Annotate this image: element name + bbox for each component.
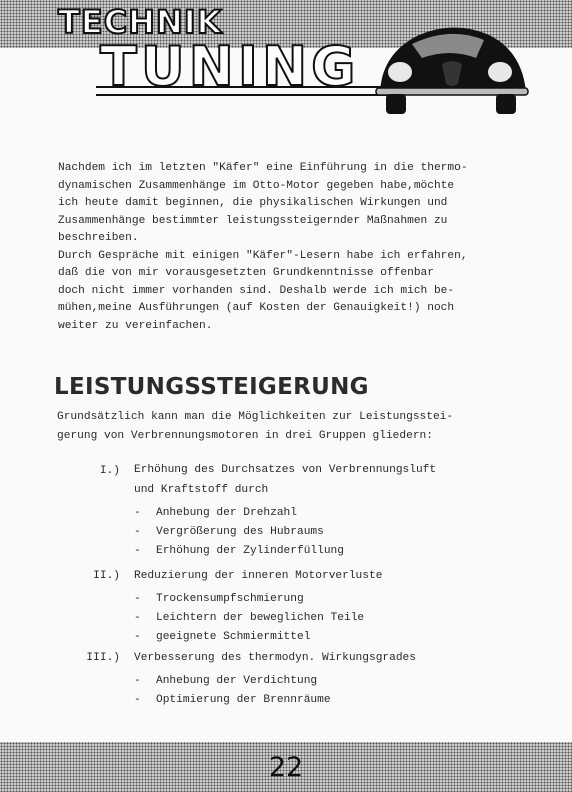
list-item: - Anhebung der Verdichtung [134, 675, 318, 687]
list-item: - Optimierung der Brennräume [134, 694, 331, 706]
list-item: - geeignete Schmiermittel [134, 631, 311, 643]
list-item: - Trockensumpfschmierung [134, 593, 304, 605]
group-number: III.) [86, 652, 120, 664]
section-heading: LEISTUNGSSTEIGERUNG [54, 374, 369, 400]
section-lead: Grundsätzlich kann man die Möglichkeiten zur Leistungsstei- gerung von Verbrennungsmotoren in drei Gruppen gliedern: [57, 411, 454, 442]
group-item-list [134, 504, 344, 561]
logo-tuning: TUNING [100, 35, 360, 98]
intro-paragraph: Nachdem ich im letzten "Käfer" eine Einführung in die thermo- dynamischen Zusammenhänge im Otto-Motor gegeben habe,möchte ich heute damit beginnen, die physikalischen Wirkungen und Zusammenhänge bestimmter leistungssteigernder Maßnahmen zu beschreiben. Durch Gespräche mit einigen "Käfer"-Lesern habe ich erfahren, daß die von mir vorausgesetzten Grundkenntnisse offenbar doch nicht immer vorhanden sind. Deshalb werde ich mich be- mühen,meine Ausführungen (auf Kosten der Genauigkeit!) noch weiter zu vereinfachen. [58, 162, 468, 332]
group-item-list [134, 672, 331, 710]
group-title: Reduzierung der inneren Motorverluste [134, 570, 383, 582]
list-item: - Vergrößerung des Hubraums [134, 526, 324, 538]
group-title: Verbesserung des thermodyn. Wirkungsgrades [134, 652, 416, 664]
logo-technik: TECHNIK [58, 3, 223, 41]
car-icon [372, 14, 532, 118]
group-number: I.) [99, 465, 120, 477]
list-item: - Anhebung der Drehzahl [134, 507, 297, 519]
list-item: - Erhöhung der Zylinderfüllung [134, 545, 344, 557]
group-title: Erhöhung des Durchsatzes von Verbrennungsluft und Kraftstoff durch [134, 464, 437, 496]
group-item-list [134, 590, 364, 647]
page-number: 22 [268, 752, 304, 783]
group-number: II.) [93, 570, 120, 582]
list-item: - Leichtern der beweglichen Teile [134, 612, 365, 624]
logo-underline [96, 86, 396, 96]
